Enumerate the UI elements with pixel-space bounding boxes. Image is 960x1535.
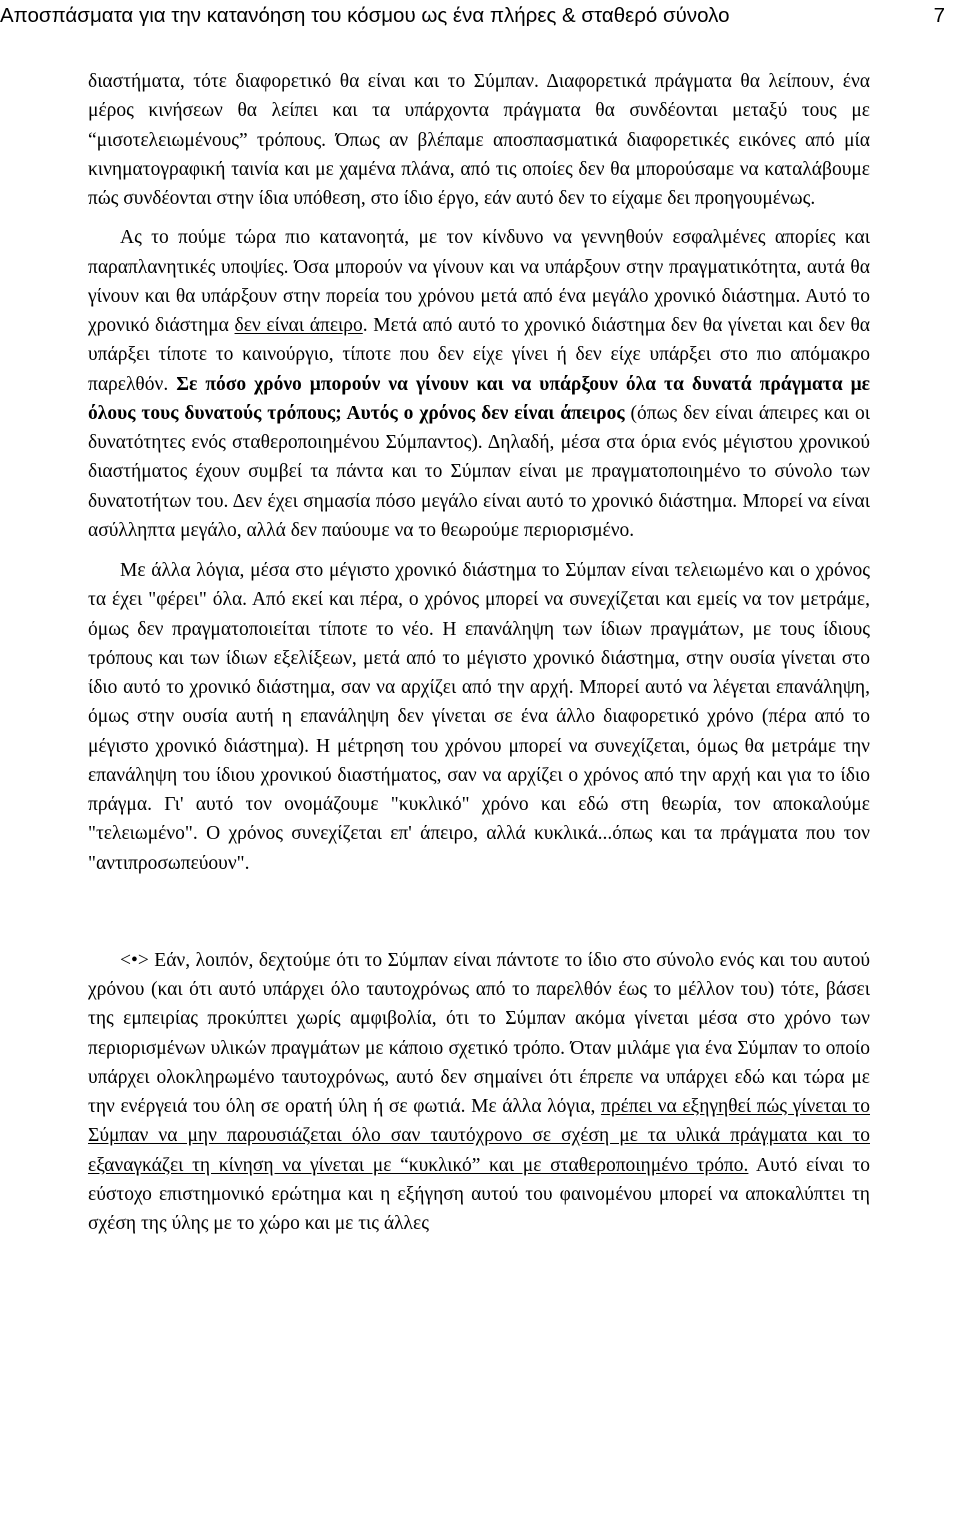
paragraph-4-text-1: <•> Εάν, λοιπόν, δεχτούμε ότι το Σύμπαν είναι πάντοτε το ίδιο στο σύνολο ενός και του αυτού χρόνου (και ότι αυτό υπάρχει όλο ταυτοχρόνως από το παρελθόν έως το μέλλον του) τότε, βάσει της εμπειρίας προκύπτει χωρίς αμφιβολία, ότι το Σύμπαν ακόμα γίνεται μέσα στο χρόνο των περιορισμένων υλικών πραγμάτων με κάποιο σχετικό τρόπο. Όταν μιλάμε για ένα Σύμπαν το οποίο υπάρχει ολοκληρωμένο ταυτοχρόνως, αυτό δεν σημαίνει ότι έπρεπε να υπάρχει εδώ και τώρα με την ενέργειά του όλη σε ορατή ύλη ή σε φωτιά. Με άλλα λόγια, — [88, 949, 870, 1117]
paragraph-4 — [88, 946, 870, 1239]
paragraph-2-text-3: (όπως δεν είναι άπειρες και οι δυνατότητες ενός σταθεροποιημένου Σύμπαντος). Δηλαδή, μέσα στα όρια ενός μέγιστου χρονικού διαστήματος έχουν συμβεί τα πάντα και το Σύμπαν είναι με πραγματοποιημένο το σύνολο των δυνατοτήτων του. Δεν έχει σημασία πόσο μεγάλο είναι αυτό το χρονικό διάστημα. Μπορεί να είναι ασύλληπτα μεγάλο, αλλά δεν παύουμε να το θεωρούμε περιορισμένο. — [88, 402, 870, 541]
running-header — [0, 4, 945, 28]
paragraph-2-underlined-phrase: δεν είναι άπειρο — [234, 315, 363, 336]
paragraph-4-underlined-passage: πρέπει να εξηγηθεί πώς γίνεται το Σύμπαν να μην παρουσιάζεται όλο σαν ταυτόχρονο σε σχέση με τα υλικά πράγματα και το εξαναγκάζει τη κίνηση να γίνεται με “κυκλικό” και με σταθεροποιημένο τρόπο. — [88, 1096, 870, 1176]
paragraph-3-text: Με άλλα λόγια, μέσα στο μέγιστο χρονικό διάστημα το Σύμπαν είναι τελειωμένο και ο χρόνος τα έχει "φέρει" όλα. Από εκεί και πέρα, ο χρόνος μπορεί να συνεχίζεται και εμείς να τον μετράμε, όμως δεν πραγματοποιείται τίποτε το νέο. Η επανάληψη των ίδιων πραγμάτων, με τους ίδιους τρόπους και των ίδιων εξελίξεων, μετά από το μέγιστο χρονικό διάστημα, στην ουσία γίνεται στο ίδιο αυτό το χρονικό διάστημα, σαν να αρχίζει από την αρχή. Μπορεί αυτό να λέγεται επανάληψη, όμως στην ουσία αυτή η επανάληψη δεν γίνεται σε ένα άλλο διαφορετικό χρόνο (πέρα από το μέγιστο χρονικό διάστημα). Η μέτρηση του χρόνου μπορεί να συνεχίζεται, όμως θα μετράμε την επανάληψη του ίδιου χρονικού διαστήματος, σαν να αρχίζει ο χρόνος από την αρχή και για το ίδιο πράγμα. Γι' αυτό τον ονομάζουμε "κυκλικό" χρόνο και εδώ στη θεωρία, τον αποκαλούμε "τελειωμένο". Ο χρόνος συνεχίζεται επ' άπειρο, αλλά κυκλικά...όπως και τα πράγματα που τον "αντιπροσωπεύουν". — [88, 560, 870, 874]
paragraph-1 — [88, 67, 870, 213]
running-header-title: Αποσπάσματα για την κατανόηση του κόσμου ως ένα πλήρες & σταθερό σύνολο — [0, 4, 730, 27]
paragraph-3 — [88, 556, 870, 878]
paragraph-2-text-1: Ας το πούμε τώρα πιο κατανοητά, με τον κίνδυνο να γεννηθούν εσφαλμένες απορίες και παραπλανητικές υποψίες. Όσα μπορούν να γίνουν και να υπάρξουν στην πραγματικότητα, αυτά θα γίνουν και θα υπάρξουν στην πορεία του χρόνου μετά από ένα μεγάλο χρονικό διάστημα. Αυτό το χρονικό διάστημα — [88, 227, 870, 336]
paragraph-2 — [88, 223, 870, 545]
paragraph-2-bold-question: Σε πόσο χρόνο μπορούν να γίνουν και να υπάρξουν όλα τα δυνατά πράγματα με όλους τους δυνατούς τρόπους; Αυτός ο χρόνος δεν είναι άπειρος — [88, 373, 870, 424]
paragraph-4-text-2: Αυτό είναι το εύστοχο επιστημονικό ερώτημα και η εξήγηση αυτού του φαινομένου μπορεί να αποκαλύπτει τη σχέση της ύλης με το χώρο και με τις άλλες — [88, 1154, 870, 1234]
paragraph-1-text: διαστήματα, τότε διαφορετικό θα είναι και το Σύμπαν. Διαφορετικά πράγματα θα λείπουν, ένα μέρος κινήσεων θα λείπει και τα υπάρχοντα πράγματα θα συνδέονται μεταξύ τους με “μισοτελειωμένους” τρόπους. Όπως αν βλέπαμε αποσπασματικά διαφορετικές εικόνες από μία κινηματογραφική ταινία και με χαμένα πλάνα, από τις οποίες δεν θα μπορούσαμε να καταλάβουμε πώς συνδέονται στην ίδια υπόθεση, στο ίδιο έργο, εάν αυτό δεν το είχαμε δει προηγουμένως. — [88, 71, 870, 209]
page-body — [88, 67, 870, 1238]
page-number: 7 — [933, 4, 945, 27]
paragraph-2-text-2: . Μετά από αυτό το χρονικό διάστημα δεν θα γίνεται και δεν θα υπάρξει τίποτε το καινούργιο, τίποτε που δεν είχε γίνει ή δεν είχε υπάρξει στο πιο απόμακρο παρελθόν. — [88, 315, 871, 395]
